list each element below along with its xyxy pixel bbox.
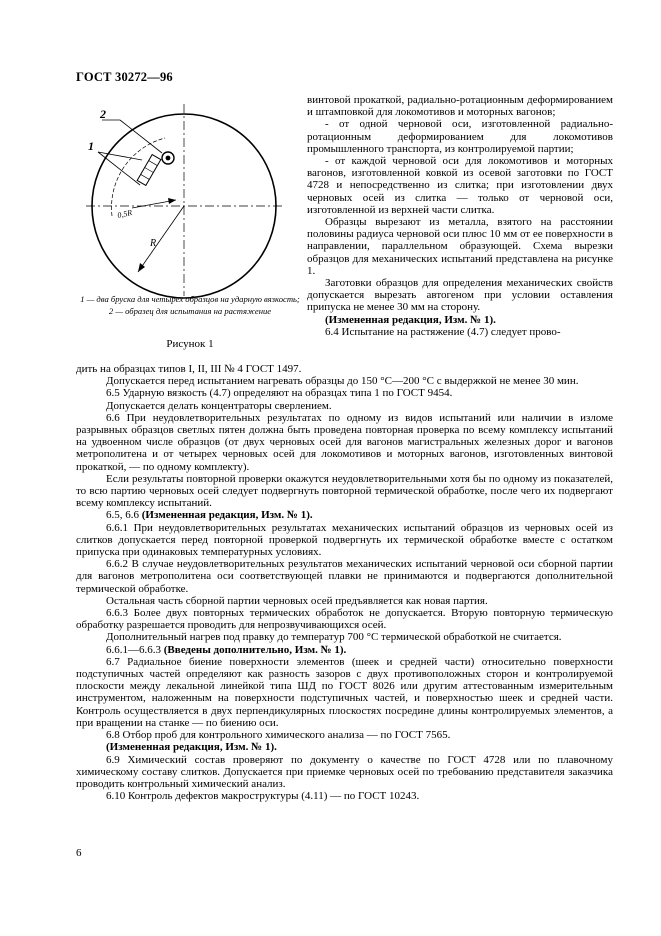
radius-arrow (138, 263, 145, 272)
half-radius-arc (112, 138, 165, 216)
dimension-label: 0,5R (116, 208, 133, 220)
paragraph: Образцы вырезают из металла, взятого на расстоянии половины радиуса черновой оси плюс 10 мм от ее поверхности в направлении, параллельном образующей. Схема вырезки образцов для механических испытаний представлена на рисунке 1. (307, 216, 613, 277)
document-header: ГОСТ 30272—96 (76, 70, 173, 84)
callout-1: 1 (88, 139, 94, 153)
figure-title: Рисунок 1 (166, 338, 214, 350)
amendment-note: (Измененная редакция, Изм. № 1). (325, 313, 496, 326)
paragraph: 6.10 Контроль дефектов макроструктуры (4.11) — по ГОСТ 10243. (106, 790, 420, 803)
leader-line-1b (98, 152, 140, 185)
amendment-note: 6.6.1—6.6.3 (Введены дополнительно, Изм. № 1). (106, 643, 347, 656)
main-text (76, 363, 613, 802)
paragraph: Дополнительный нагрев под правку до температур 700 °С термической обработкой не считается. (106, 631, 562, 644)
figure-caption: 1 — два бруска для четырех образцов на ударную вязкость; 2 — образец для испытания на растяжение (80, 294, 300, 316)
radius-label: R (150, 238, 157, 249)
paragraph: винтовой прокаткой, радиально-ротационным деформированием и штамповкой для локомотивов и моторных вагонов; (307, 94, 613, 119)
paragraph: 6.6.1 При неудовлетворительных результатах механических испытаний образцов из черновых осей из слитков допускается перед повторной проверкой подвергнуть их термической обработке вместе с остатком припуска при одинаковых температурных условиях. (76, 521, 613, 559)
paragraph: 6.4 Испытание на растяжение (4.7) следует прово- (325, 325, 561, 338)
paragraph: Допускается делать концентраторы сверлением. (106, 399, 332, 412)
paragraph: - от одной черновой оси, изготовленной радиально-ротационным деформированием для локомотивов промышленного транспорта, из контролируемой партии; (307, 118, 613, 155)
paragraph: 6.6.2 В случае неудовлетворительных результатов механических испытаний черновой оси сборной партии для вагонов метрополитена оси соответствующей плавки не принимаются и подвергаются дополнительной термической обработке. (76, 558, 613, 595)
paragraph: 6.5 Ударную вязкость (4.7) определяют на образцах типа 1 по ГОСТ 9454. (106, 387, 453, 400)
impact-bars (137, 155, 161, 186)
dimension-arrow (168, 198, 176, 204)
paragraph: 6.6.3 Более двух повторных термических обработок не допускается. Вторую повторную термическую обработку разрешается проводить для непрозвучивающихся осей. (76, 607, 613, 632)
right-column-text (307, 94, 613, 338)
paragraph: 6.7 Радиальное биение поверхности элементов (шеек и средней части) относительно поверхности подступичных частей определяют как разность зазоров с двух противоположных сторон и контролируемой плоскости между лекальной линейкой типа ШД по ГОСТ 8026 или другим аттестованным измерительным инструментом, наложенным на поверхности подступичных частей, и поверхностью шеек и средней части. Контроль осуществляется в двух перпендикулярных плоскостях посредине длины контролируемых элементов, а при вращении на станке — по биению оси. (76, 655, 613, 729)
paragraph: Заготовки образцов для определения механических свойств допускается вырезать автогеном при условии оставления припуска не менее 30 мм на сторону. (307, 277, 613, 314)
amendment-note: 6.5, 6.6 (Измененная редакция, Изм. № 1). (106, 509, 313, 522)
paragraph: - от каждой черновой оси для локомотивов и моторных вагонов, изготовленной ковкой из осевой заготовки по ГОСТ 4728 и непосредственно из слитка; при изготовлении двух черновых осей из слитка — только от черновой оси, изготовленной из верхней части слитка. (307, 155, 613, 216)
page-number: 6 (76, 847, 82, 859)
paragraph: 6.6 При неудовлетворительных результатах по одному из видов испытаний или наличии в изломе разрывных образцов светлых пятен должна быть проведена повторная проверка по всему комплексу испытаний на удвоенном числе образцов (от двух черновых осей для вагонов магистральных железных дорог и вагонов метрополитена и от четырех черновых осей для локомотивов и моторных вагонов, изготовленных винтовой прокаткой, — по одному комплекту). (76, 411, 613, 473)
paragraph: Остальная часть сборной партии черновых осей предъявляется как новая партия. (106, 594, 488, 607)
paragraph: дить на образцах типов I, II, III № 4 ГОСТ 1497. (76, 363, 302, 375)
paragraph: Если результаты повторной проверки окажутся неудовлетворительными хотя бы по одному из показателей, то всю партию черновых осей следует подвергнуть повторной термической обработке, после чего их подвергают всему комплексу испытаний. (76, 472, 613, 510)
radius-line (138, 206, 184, 272)
paragraph: 6.8 Отбор проб для контрольного химического анализа — по ГОСТ 7565. (106, 729, 451, 742)
callout-2: 2 (100, 107, 106, 121)
paragraph: 6.9 Химический состав проверяют по документу о качестве по ГОСТ 4728 или по плавочному химическому составу слитков. Допускается при приемке черновых осей по требованию представителя заказчика проводить контрольный химический анализ. (76, 753, 613, 790)
paragraph: Допускается перед испытанием нагревать образцы до 150 °С—200 °С с выдержкой не менее 30 мин. (106, 375, 579, 388)
amendment-note: (Измененная редакция, Изм. № 1). (106, 741, 277, 754)
